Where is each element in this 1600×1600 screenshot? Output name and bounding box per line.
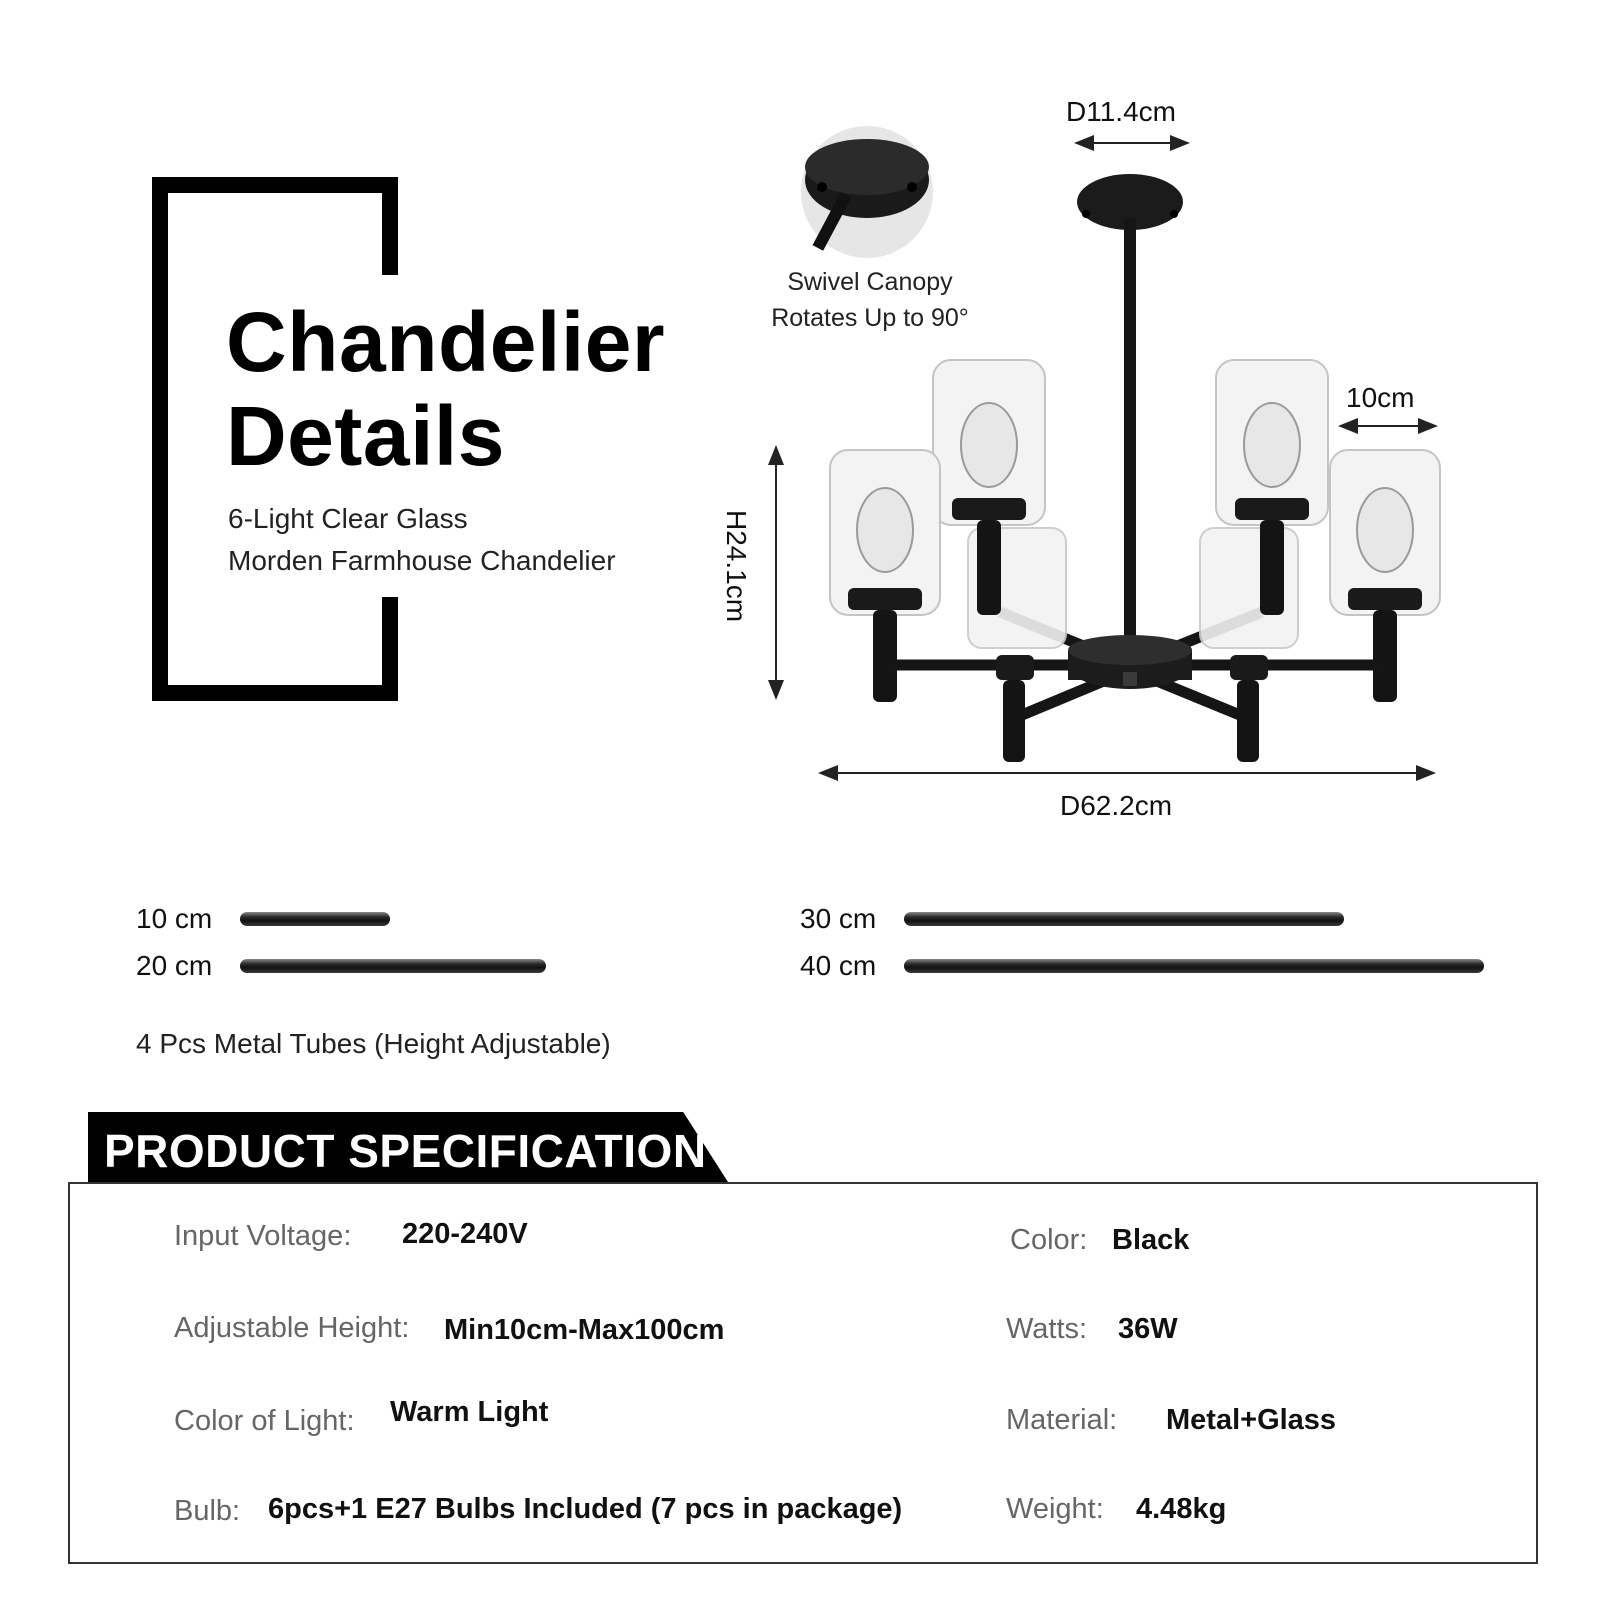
spec-value-weight: 4.48kg (1136, 1493, 1227, 1525)
subtitle-line-2: Morden Farmhouse Chandelier (228, 545, 616, 576)
tube-label-10: 10 cm (136, 903, 213, 934)
tube-20cm (240, 959, 546, 973)
spec-value-material: Metal+Glass (1166, 1404, 1337, 1436)
tube-30cm (904, 912, 1344, 926)
spec-key-material: Material: (1006, 1404, 1118, 1436)
spec-heading: PRODUCT SPECIFICATION (104, 1125, 707, 1177)
spec-key-color: Color: (1010, 1224, 1088, 1256)
spec-key-input-voltage: Input Voltage: (174, 1220, 352, 1252)
spec-value-color-of-light: Warm Light (390, 1396, 549, 1428)
spec-value-input-voltage: 220-240V (402, 1218, 528, 1250)
spec-key-bulb: Bulb: (174, 1495, 241, 1527)
spec-key-color-of-light: Color of Light: (174, 1405, 355, 1437)
canopy-diameter-label: D11.4cm (1066, 96, 1176, 127)
tube-label-20: 20 cm (136, 950, 213, 981)
spec-value-color: Black (1112, 1224, 1190, 1256)
canopy-caption-2: Rotates Up to 90° (771, 304, 969, 332)
spec-key-watts: Watts: (1006, 1313, 1088, 1345)
shade-width-label: 10cm (1346, 382, 1415, 413)
tube-40cm (904, 959, 1484, 973)
tube-label-40: 40 cm (800, 950, 877, 981)
tube-label-30: 30 cm (800, 903, 877, 934)
tubes-note: 4 Pcs Metal Tubes (Height Adjustable) (136, 1028, 611, 1059)
tube-10cm (240, 912, 390, 926)
spec-key-weight: Weight: (1006, 1493, 1104, 1525)
overall-diameter-label: D62.2cm (1060, 790, 1173, 821)
subtitle-line-1: 6-Light Clear Glass (228, 503, 468, 534)
canopy-caption-1: Swivel Canopy (787, 268, 953, 296)
spec-value-adjustable-height: Min10cm-Max100cm (444, 1314, 725, 1346)
spec-value-watts: 36W (1118, 1313, 1178, 1345)
spec-key-adjustable-height: Adjustable Height: (174, 1312, 410, 1344)
height-label: H24.1cm (721, 510, 752, 623)
spec-value-bulb: 6pcs+1 E27 Bulbs Included (7 pcs in package) (268, 1493, 903, 1525)
page-title: Chandelier Details (226, 295, 666, 483)
